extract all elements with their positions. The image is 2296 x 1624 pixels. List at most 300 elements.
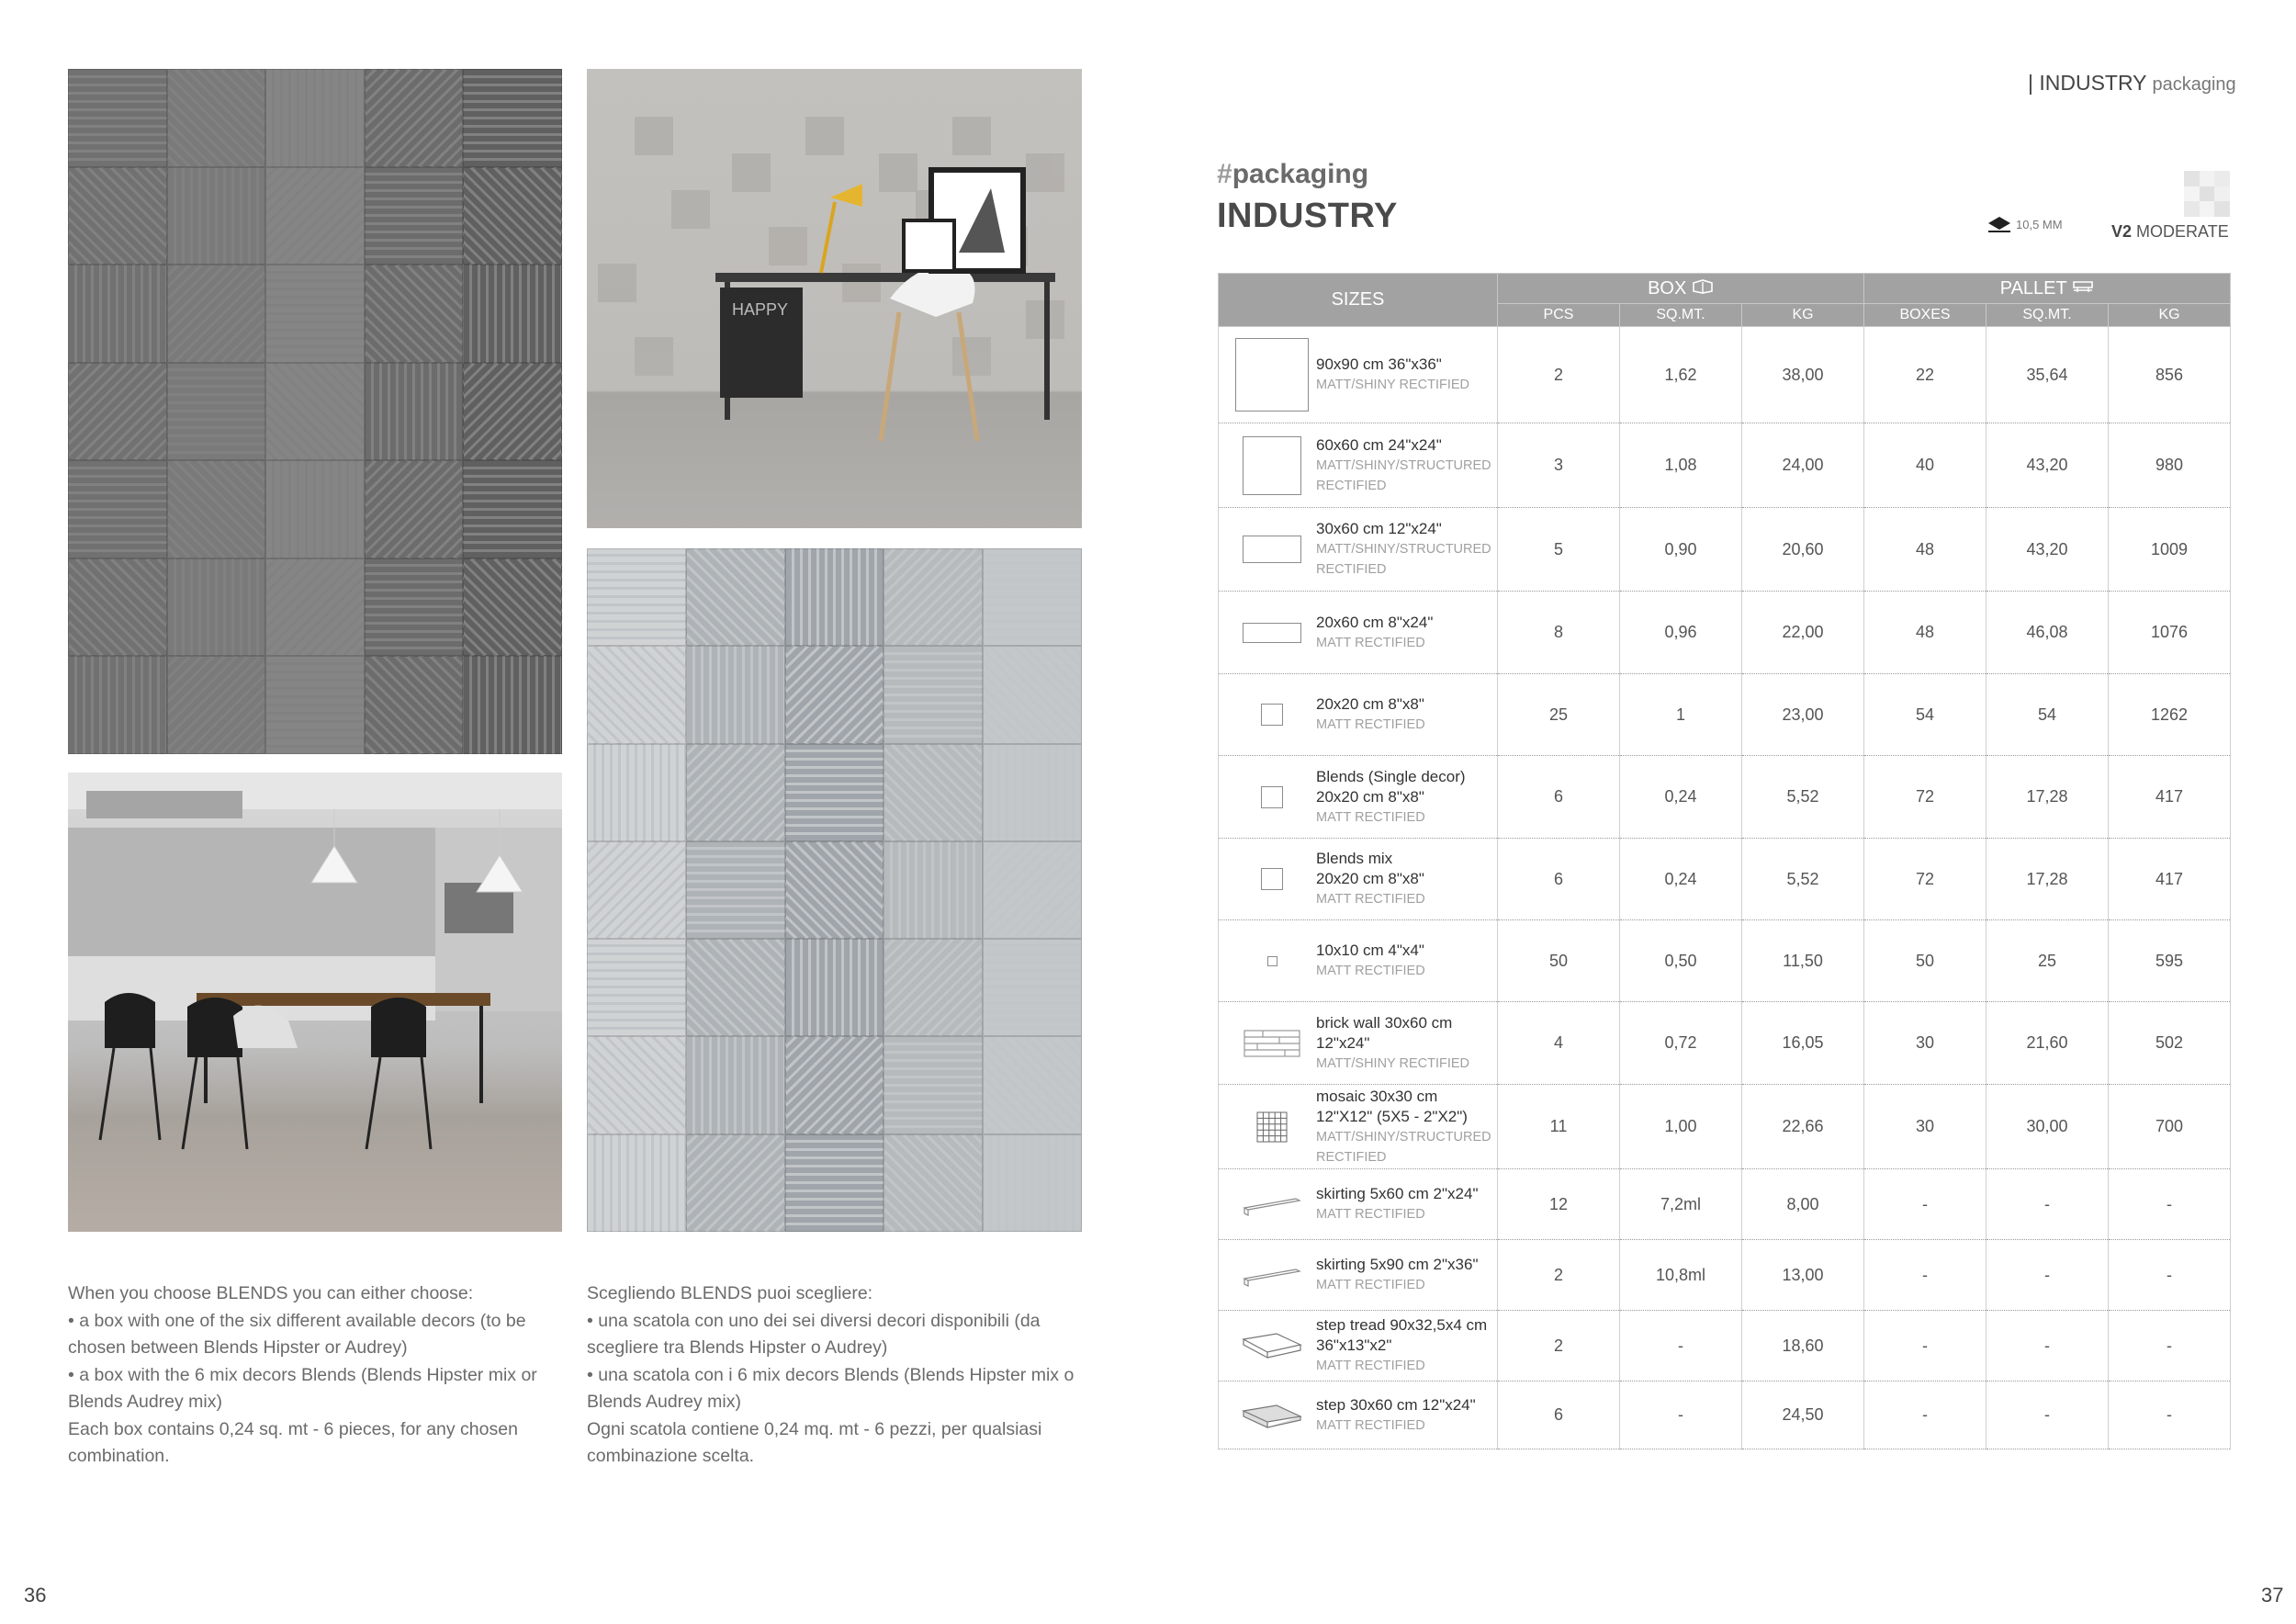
desk-interior-photo [587,69,1082,528]
header-bar: | [2028,71,2040,95]
pcs-cell: 25 [1498,674,1620,756]
size-label: brick wall 30x60 cm [1316,1013,1453,1032]
decor-tile [983,841,1082,939]
pallet-sqmt-cell: 30,00 [1986,1085,2109,1169]
para-line: • a box with the 6 mix decors Blends (Blends Hipster mix or [68,1364,537,1385]
box-kg-cell: 24,00 [1742,423,1864,508]
box-kg-cell: 20,60 [1742,508,1864,592]
size-cell [1219,920,1498,1002]
finish-label: MATT/SHINY RECTIFIED [1316,1055,1470,1071]
tile-shape-icon [1228,447,1316,484]
size-label: 20x20 cm 8"x8" [1316,870,1424,887]
decor-tile [686,841,785,939]
decor-tile [365,656,464,754]
col-pcs: PCS [1498,304,1620,327]
box-sqmt-cell: 0,24 [1620,756,1742,839]
decor-tile [463,363,562,461]
tile-shape-icon [1228,1109,1316,1145]
size-cell [1219,508,1498,592]
decor-tile [983,548,1082,646]
para-line: • una scatola con i 6 mix decors Blends (Blends Hipster mix o [587,1364,1075,1385]
box-sqmt-cell: 0,24 [1620,839,1742,920]
box-sqmt-cell: 1,00 [1620,1085,1742,1169]
para-line: Each box contains 0,24 sq. mt - 6 pieces, for any chosen [68,1418,518,1439]
header-series: INDUSTRY [2039,71,2147,95]
box-kg-cell: 5,52 [1742,839,1864,920]
pcs-cell: 6 [1498,756,1620,839]
finish-label: RECTIFIED [1316,478,1387,493]
size-description [1316,694,1425,735]
pallet-kg-cell: 980 [2109,423,2231,508]
para-line: • a box with one of the six different available decors (to be [68,1310,526,1331]
decor-tile [686,1036,785,1133]
pallet-kg-cell: 856 [2109,327,2231,423]
decor-tile [463,265,562,363]
size-label: skirting 5x90 cm 2"x36" [1316,1256,1479,1273]
decor-tile [983,744,1082,841]
boxes-cell: - [1864,1311,1986,1382]
pcs-cell: 50 [1498,920,1620,1002]
size-label: Blends mix [1316,850,1393,867]
box-header-label: BOX [1648,277,1687,299]
section-hashtag [1217,159,1368,190]
col-boxes: BOXES [1864,304,1986,327]
decor-tile [167,363,266,461]
decor-tile [68,656,167,754]
decor-tile [68,363,167,461]
pallet-sqmt-cell: 17,28 [1986,756,2109,839]
box-kg-cell: 8,00 [1742,1169,1864,1240]
pallet-sqmt-cell: 43,20 [1986,423,2109,508]
size-label: 12"x24" [1316,1033,1370,1052]
size-label: 12"X12" (5X5 - 2"X2") [1316,1107,1468,1125]
decor-tile [265,363,365,461]
size-label: 20x20 cm 8"x8" [1316,695,1424,713]
table-row [1219,1085,2231,1169]
pallet-kg-cell: 1009 [2109,508,2231,592]
size-label: 36"x13"x2" [1316,1336,1392,1354]
decor-tile [983,646,1082,743]
pallet-header-label: PALLET [1999,277,2067,299]
para-line: Ogni scatola contiene 0,24 mq. mt - 6 pezzi, per qualsiasi [587,1418,1042,1439]
decor-tile [365,167,464,265]
box-sqmt-cell: 0,72 [1620,1002,1742,1085]
decor-tile [68,460,167,558]
box-kg-cell: 5,52 [1742,756,1864,839]
pallet-header [1864,274,2231,304]
size-label: 20x60 cm 8"x24" [1316,613,1434,631]
pallet-kg-cell: 700 [2109,1085,2231,1169]
pallet-kg-cell: 1262 [2109,674,2231,756]
decor-tile [365,363,464,461]
size-label: Blends (Single decor) [1316,767,1466,785]
decor-tile [884,939,983,1036]
pallet-sqmt-cell: 21,60 [1986,1002,2109,1085]
pcs-cell: 3 [1498,423,1620,508]
decor-tile-photo-light [587,548,1082,1232]
size-cell [1219,1169,1498,1240]
decor-tile [265,656,365,754]
box-sqmt-cell: 0,90 [1620,508,1742,592]
blends-info-italian [587,1280,1087,1471]
size-label: 10x10 cm 4"x4" [1316,942,1424,959]
decor-tile [686,1134,785,1232]
pallet-sqmt-cell: 17,28 [1986,839,2109,920]
pallet-sqmt-cell: 35,64 [1986,327,2109,423]
boxes-cell: 22 [1864,327,1986,423]
decor-tile [785,646,884,743]
size-cell [1219,839,1498,920]
decor-tile [884,548,983,646]
decor-tile [587,744,686,841]
size-label: 60x60 cm 24"x24" [1316,435,1442,454]
decor-tile [884,646,983,743]
size-label: 90x90 cm 36"x36" [1316,355,1442,373]
decor-tile [265,167,365,265]
finish-label: RECTIFIED [1316,562,1387,577]
finish-label: MATT RECTIFIED [1316,809,1425,825]
table-row [1219,423,2231,508]
size-description [1316,1315,1487,1376]
col-pallet-kg: KG [2109,304,2231,327]
tile-shape-icon [1228,531,1316,568]
box-kg-cell: 38,00 [1742,327,1864,423]
table-row [1219,1240,2231,1311]
blends-info-english [68,1280,564,1471]
box-sqmt-cell: 7,2ml [1620,1169,1742,1240]
box-sqmt-cell: 0,96 [1620,592,1742,674]
decor-tile [167,558,266,657]
col-box-sqmt: SQ.MT. [1620,304,1742,327]
tile-shape-icon [1228,1327,1316,1364]
hash-symbol: # [1217,159,1232,189]
box-sqmt-cell: 10,8ml [1620,1240,1742,1311]
pcs-cell: 11 [1498,1085,1620,1169]
tile-shape-icon [1228,942,1316,979]
decor-tile [587,646,686,743]
boxes-cell: 30 [1864,1085,1986,1169]
box-sqmt-cell: 1 [1620,674,1742,756]
decor-tile [785,548,884,646]
tile-shape-icon [1228,779,1316,816]
decor-tile-photo-dark [68,69,562,754]
tile-shape-icon [1228,1257,1316,1293]
pallet-sqmt-cell: - [1986,1240,2109,1311]
running-header [2028,71,2236,96]
size-label: 20x20 cm 8"x8" [1316,787,1424,806]
decor-tile [785,1134,884,1232]
box-kg-cell: 22,66 [1742,1085,1864,1169]
size-cell [1219,1002,1498,1085]
shade-variation-icon [2184,171,2230,217]
size-cell [1219,756,1498,839]
box-kg-cell: 23,00 [1742,674,1864,756]
finish-label: MATT/SHINY/STRUCTURED [1316,1129,1491,1145]
pcs-cell: 2 [1498,1240,1620,1311]
col-pallet-sqmt: SQ.MT. [1986,304,2109,327]
table-row [1219,674,2231,756]
finish-label: MATT RECTIFIED [1316,1278,1425,1292]
pcs-cell: 6 [1498,839,1620,920]
size-description [1316,1184,1478,1224]
decor-tile [167,265,266,363]
variation-code: V2 [2111,222,2133,241]
size-description [1316,435,1491,496]
table-row [1219,1002,2231,1085]
decor-tile [167,167,266,265]
tile-shape-icon [1228,1397,1316,1434]
size-cell [1219,592,1498,674]
size-cell [1219,1382,1498,1449]
boxes-cell: 48 [1864,592,1986,674]
packaging-table-body [1219,327,2231,1449]
pallet-sqmt-cell: 25 [1986,920,2109,1002]
pallet-sqmt-cell: - [1986,1311,2109,1382]
pcs-cell: 6 [1498,1382,1620,1449]
decor-tile [365,558,464,657]
pallet-sqmt-cell: 43,20 [1986,508,2109,592]
size-label: mosaic 30x30 cm [1316,1087,1438,1105]
size-cell [1219,1240,1498,1311]
decor-tile [983,939,1082,1036]
boxes-cell: 72 [1864,756,1986,839]
decor-tile [365,265,464,363]
tile-shape-icon [1228,615,1316,651]
boxes-cell: 48 [1864,508,1986,592]
chalkboard-text: HAPPY [732,300,789,319]
decor-tile [785,744,884,841]
box-kg-cell: 11,50 [1742,920,1864,1002]
finish-label: MATT RECTIFIED [1316,1207,1425,1222]
decor-tile [265,460,365,558]
box-header [1498,274,1864,304]
table-row [1219,1311,2231,1382]
pcs-cell: 4 [1498,1002,1620,1085]
para-line: chosen between Blends Hipster or Audrey) [68,1337,408,1358]
header-section: packaging [2152,74,2236,95]
col-box-kg: KG [1742,304,1864,327]
size-description [1316,1395,1476,1436]
finish-label: MATT RECTIFIED [1316,717,1425,732]
decor-tile [365,69,464,167]
decor-tile [365,460,464,558]
size-label: skirting 5x60 cm 2"x24" [1316,1185,1479,1202]
para-line: Scegliendo BLENDS puoi scegliere: [587,1283,873,1303]
tile-shape-icon [1228,356,1316,393]
pcs-cell: 8 [1498,592,1620,674]
decor-tile [587,548,686,646]
decor-tile [686,646,785,743]
box-sqmt-cell: 1,08 [1620,423,1742,508]
finish-label: MATT RECTIFIED [1316,964,1425,978]
kitchen-scene-illustration [68,773,562,1232]
packaging-table [1218,273,2231,1449]
size-label: step 30x60 cm 12"x24" [1316,1395,1476,1414]
boxes-cell: 30 [1864,1002,1986,1085]
decor-tile [463,167,562,265]
para-line: scegliere tra Blends Hipster o Audrey) [587,1337,888,1358]
page-title: INDUSTRY [1217,197,1398,235]
box-icon [1692,279,1714,294]
decor-tile [983,1036,1082,1133]
boxes-cell: 40 [1864,423,1986,508]
decor-tile [587,1036,686,1133]
finish-label: MATT/SHINY/STRUCTURED [1316,457,1491,473]
pcs-cell: 5 [1498,508,1620,592]
size-description [1316,355,1469,395]
para-line: Blends Audrey mix) [587,1392,741,1412]
decor-tile [587,1134,686,1232]
boxes-cell: 54 [1864,674,1986,756]
decor-tile [587,841,686,939]
size-cell [1219,423,1498,508]
decor-tile [884,744,983,841]
finish-label: MATT RECTIFIED [1316,635,1425,650]
decor-tile [68,69,167,167]
pallet-kg-cell: 502 [2109,1002,2231,1085]
hashtag-word: packaging [1232,159,1369,189]
table-row [1219,1382,2231,1449]
decor-tile [463,656,562,754]
thickness-indicator [1986,214,2063,234]
finish-label: MATT/SHINY RECTIFIED [1316,378,1470,392]
decor-tile [884,1134,983,1232]
decor-tile [686,548,785,646]
pallet-sqmt-cell: 46,08 [1986,592,2109,674]
decor-tile [785,1036,884,1133]
finish-label: RECTIFIED [1316,1149,1387,1165]
decor-tile [167,69,266,167]
tile-shape-icon [1228,861,1316,897]
size-cell [1219,327,1498,423]
para-line: combinazione scelta. [587,1446,755,1466]
box-kg-cell: 13,00 [1742,1240,1864,1311]
table-row [1219,508,2231,592]
size-description [1316,613,1433,653]
pallet-kg-cell: - [2109,1382,2231,1449]
table-row [1219,756,2231,839]
tile-shape-icon [1228,696,1316,733]
pallet-icon [2072,279,2094,294]
boxes-cell: 72 [1864,839,1986,920]
size-cell [1219,1085,1498,1169]
size-description [1316,767,1466,828]
size-label: step tread 90x32,5x4 cm [1316,1316,1488,1334]
decor-tile [884,841,983,939]
finish-label: MATT RECTIFIED [1316,1359,1425,1373]
table-row [1219,839,2231,920]
box-sqmt-cell: 0,50 [1620,920,1742,1002]
pallet-kg-cell: 1076 [2109,592,2231,674]
pallet-kg-cell: - [2109,1240,2231,1311]
decor-tile [68,167,167,265]
size-cell [1219,674,1498,756]
decor-tile [68,265,167,363]
page-number-left: 36 [24,1584,47,1607]
pallet-kg-cell: 595 [2109,920,2231,1002]
boxes-cell: - [1864,1240,1986,1311]
finish-label: MATT RECTIFIED [1316,1417,1425,1433]
para-line: When you choose BLENDS you can either choose: [68,1283,474,1303]
page-number-right: 37 [2261,1584,2284,1607]
size-description [1316,1255,1478,1295]
decor-tile [463,69,562,167]
table-row [1219,592,2231,674]
pcs-cell: 2 [1498,1311,1620,1382]
boxes-cell: - [1864,1169,1986,1240]
para-line: • una scatola con uno dei sei diversi decori disponibili (da [587,1310,1041,1331]
finish-label: MATT/SHINY/STRUCTURED [1316,542,1491,557]
pcs-cell: 2 [1498,327,1620,423]
decor-tile [587,939,686,1036]
decor-tile [463,460,562,558]
box-sqmt-cell: 1,62 [1620,327,1742,423]
box-sqmt-cell: - [1620,1382,1742,1449]
box-sqmt-cell: - [1620,1311,1742,1382]
shade-variation [2111,222,2229,242]
box-kg-cell: 16,05 [1742,1002,1864,1085]
size-cell [1219,1311,1498,1382]
size-description [1316,941,1425,981]
pcs-cell: 12 [1498,1169,1620,1240]
decor-tile [167,460,266,558]
pallet-sqmt-cell: - [1986,1382,2109,1449]
pallet-sqmt-cell: 54 [1986,674,2109,756]
variation-label: MODERATE [2136,222,2229,241]
sizes-header: SIZES [1219,274,1498,327]
size-description [1316,519,1491,580]
decor-tile [785,939,884,1036]
decor-tile [265,69,365,167]
finish-label: MATT RECTIFIED [1316,892,1425,907]
tile-shape-icon [1228,1025,1316,1062]
para-line: combination. [68,1446,170,1466]
decor-tile [265,265,365,363]
boxes-cell: 50 [1864,920,1986,1002]
decor-tile [686,939,785,1036]
decor-tile [686,744,785,841]
table-row [1219,920,2231,1002]
tile-shape-icon [1228,1186,1316,1223]
decor-tile [68,558,167,657]
desk-scene-illustration [587,69,1082,528]
size-description [1316,1087,1491,1167]
decor-tile [884,1036,983,1133]
thickness-value: 10,5 MM [2016,217,2063,231]
decor-tile [167,656,266,754]
size-description [1316,849,1425,909]
pallet-sqmt-cell: - [1986,1169,2109,1240]
pallet-kg-cell: - [2109,1311,2231,1382]
box-kg-cell: 24,50 [1742,1382,1864,1449]
pallet-kg-cell: - [2109,1169,2231,1240]
kitchen-interior-photo [68,773,562,1232]
decor-tile [983,1134,1082,1232]
table-row [1219,1169,2231,1240]
size-label: 30x60 cm 12"x24" [1316,520,1442,537]
thickness-icon [1986,214,2012,234]
para-line: Blends Audrey mix) [68,1392,222,1412]
decor-tile [265,558,365,657]
table-row [1219,327,2231,423]
pallet-kg-cell: 417 [2109,839,2231,920]
box-kg-cell: 22,00 [1742,592,1864,674]
decor-tile [785,841,884,939]
decor-tile [463,558,562,657]
pallet-kg-cell: 417 [2109,756,2231,839]
box-kg-cell: 18,60 [1742,1311,1864,1382]
boxes-cell: - [1864,1382,1986,1449]
